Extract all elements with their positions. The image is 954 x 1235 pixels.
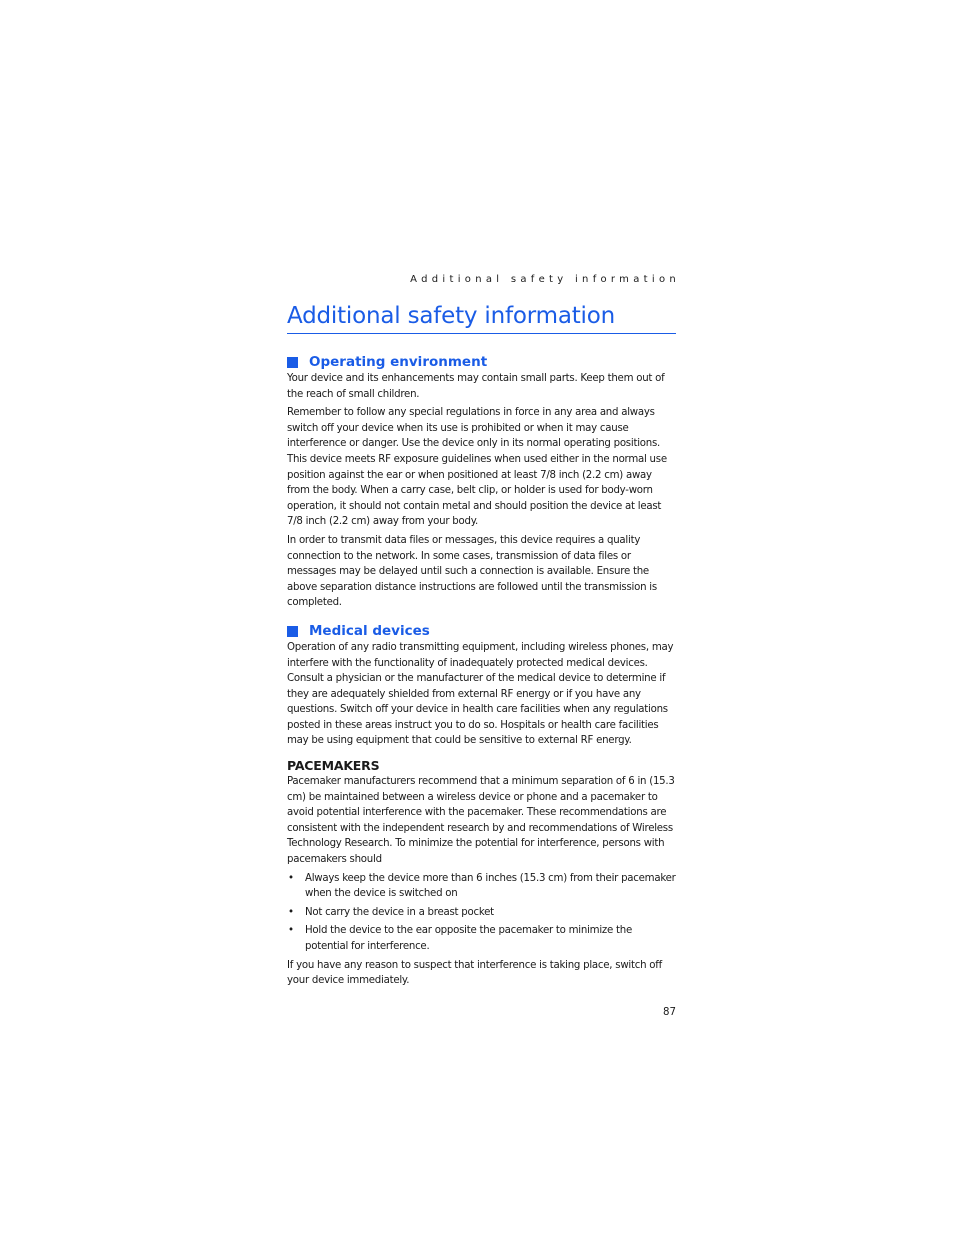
section-heading-label: Medical devices xyxy=(309,622,430,639)
paragraph: Your device and its enhancements may contain small parts. Keep them out of the reach of small children. xyxy=(287,373,665,400)
section-heading-medical-devices xyxy=(287,623,676,640)
bullet-list xyxy=(287,871,676,955)
paragraph: Remember to follow any special regulations in force in any area and always switch off your device when its use is prohibited or when it may cause interference or danger. Use the device only in its normal operating positions. This device meets RF exposure guidelines when used either in the normal use position against the ear or when positioned at least 7/8 inch (2.2 cm) away from the body. When a carry case, belt clip, or holder is used for body-worn operation, it should not contain metal and should position the device at least 7/8 inch (2.2 cm) away from your body. xyxy=(287,407,667,528)
list-item xyxy=(287,871,676,902)
page-title: Additional safety information xyxy=(287,301,676,334)
subheading-pacemakers: PACEMAKERS xyxy=(287,758,380,774)
bullet-icon: • xyxy=(288,925,294,937)
list-item xyxy=(287,905,676,921)
square-bullet-icon xyxy=(287,357,298,368)
paragraph: In order to transmit data files or messages, this device requires a quality connection to the network. In some cases, transmission of data files or messages may be delayed until such a connection is available. Ensure the above separation distance instructions are followed until the transmission is completed. xyxy=(287,534,657,609)
section-heading-operating-environment xyxy=(287,354,676,371)
paragraph: Operation of any radio transmitting equipment, including wireless phones, may interfere with the functionality of inadequately protected medical devices. Consult a physician or the manufacturer of the medical device to determine if they are adequately shielded from external RF energy or if you have any questions. Switch off your device in health care facilities when any regulations posted in these areas instruct you to do so. Hospitals or health care facilities may be using equipment that could be sensitive to external RF energy. xyxy=(287,641,674,747)
page-content xyxy=(287,272,680,1020)
square-bullet-icon xyxy=(287,626,298,637)
page-number: 87 xyxy=(663,1006,676,1018)
bullet-icon: • xyxy=(288,872,294,884)
list-item-text: Hold the device to the ear opposite the pacemaker to minimize the potential for interference. xyxy=(305,925,633,952)
paragraph: If you have any reason to suspect that interference is taking place, switch off your device immediately. xyxy=(287,959,662,987)
bullet-icon: • xyxy=(288,906,294,918)
section-heading-label: Operating environment xyxy=(309,354,488,370)
list-item-text: Always keep the device more than 6 inches (15.3 cm) from their pacemaker when the device is switched on xyxy=(305,872,676,900)
running-header: Additional safety information xyxy=(410,274,680,285)
paragraph: Pacemaker manufacturers recommend that a minimum separation of 6 in (15.3 cm) be maintained between a wireless device or phone and a pacemaker to avoid potential interference with the pacemaker. These recommendations are consistent with the independent research by and recommendations of Wireless Technology Research. To minimize the potential for interference, persons with pacemakers should xyxy=(287,776,675,866)
list-item xyxy=(287,923,676,954)
list-item-text: Not carry the device in a breast pocket xyxy=(305,906,494,918)
